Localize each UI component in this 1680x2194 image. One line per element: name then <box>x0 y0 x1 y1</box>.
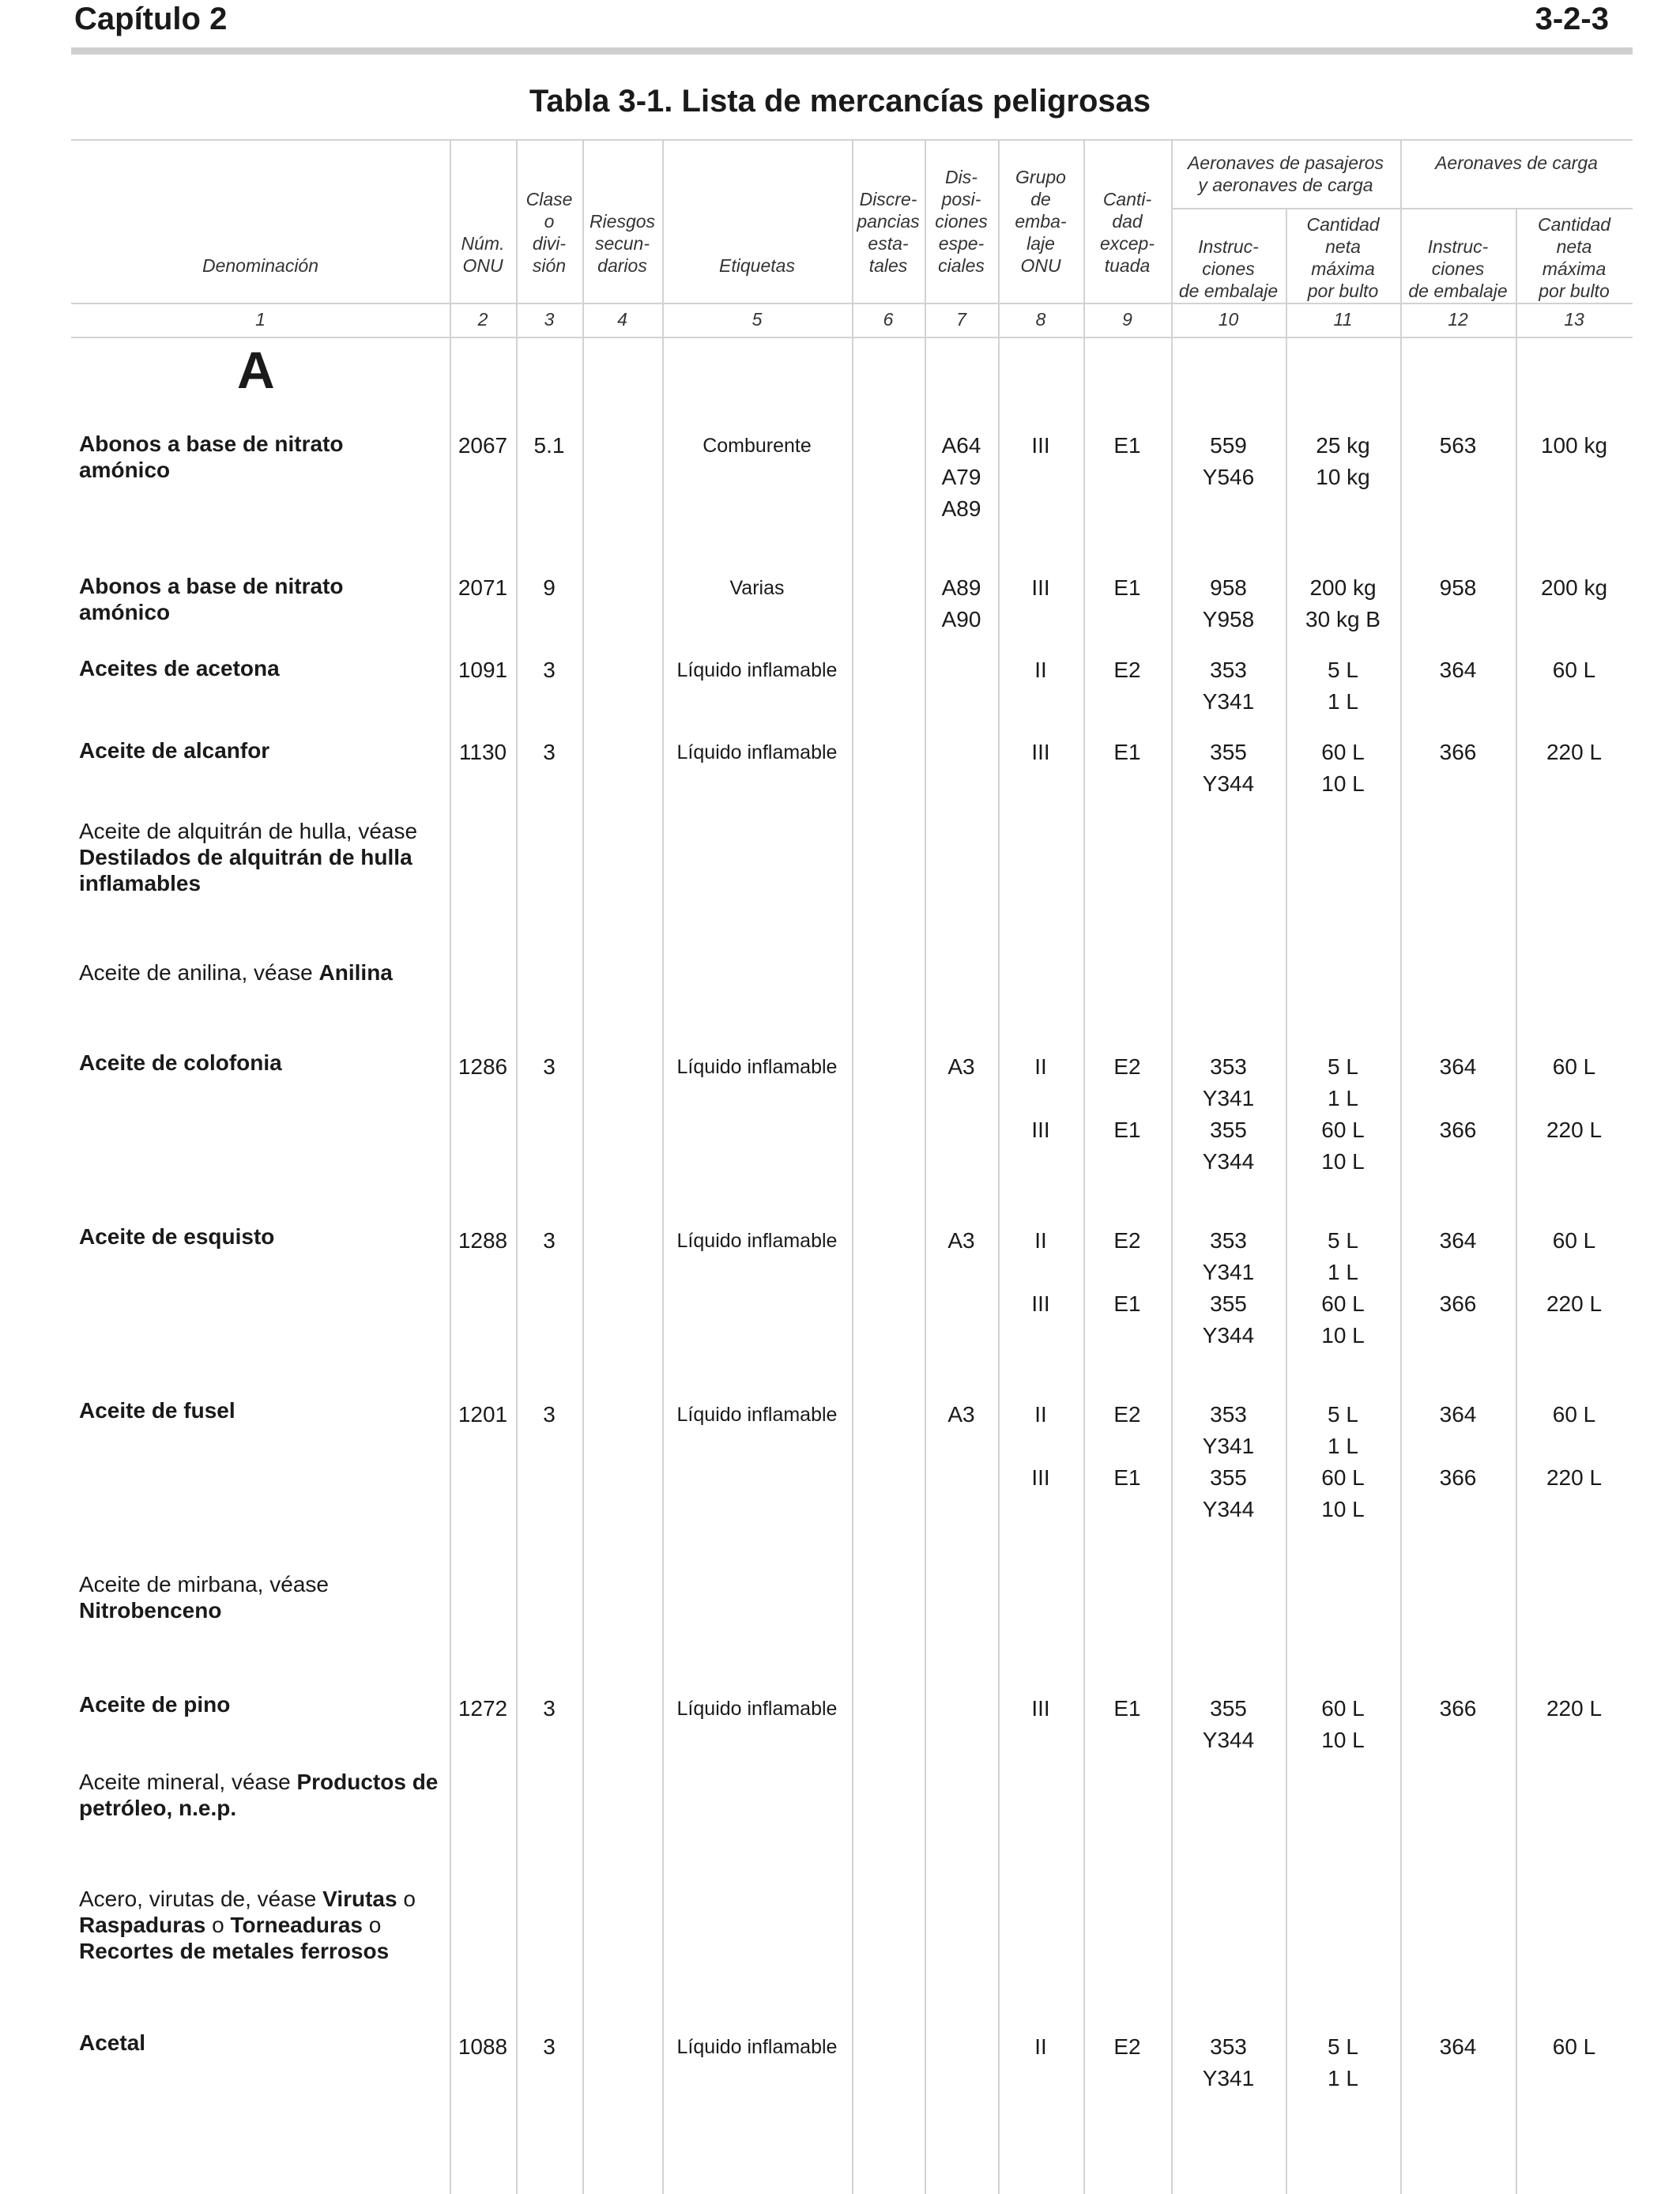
row-cant-pasajeros: 5 L 1 L 60 L 10 L <box>1321 1228 1365 1348</box>
row-instr-pasajeros: 353 Y341 <box>1202 2034 1255 2090</box>
col-group-carga: Aeronaves de carga <box>1435 153 1598 173</box>
cross-reference <box>79 959 450 986</box>
row-label: Líquido inflamable <box>676 2036 838 2058</box>
col-header-cantidad-pasajeros: Cantidad neta máxima por bulto <box>1306 214 1380 301</box>
row-onu: 1088 <box>458 2034 508 2059</box>
row-clase: 3 <box>543 1228 556 1253</box>
row-onu: 1201 <box>458 1402 508 1427</box>
row-cant-carga: 60 L 220 L <box>1546 1402 1603 1490</box>
col-number: 13 <box>1564 309 1584 330</box>
row-instr-pasajeros: 353 Y341 355 Y344 <box>1202 1054 1255 1174</box>
row-cant-pasajeros: 5 L 1 L <box>1328 658 1358 714</box>
row-onu: 1272 <box>458 1696 508 1721</box>
row-onu: 2071 <box>458 575 508 600</box>
row-label: Varias <box>729 577 785 599</box>
col-header-cantidad-exceptuada: Canti- dad excep- tuada <box>1099 189 1155 276</box>
row-label: Líquido inflamable <box>676 741 838 763</box>
row-name: Abonos a base de nitrato amónico <box>79 432 344 482</box>
row-exceptuada: E2 E1 <box>1113 1054 1141 1142</box>
row-grupo: II III <box>1031 1402 1050 1490</box>
row-instr-carga: 364 <box>1439 2034 1477 2059</box>
row-instr-pasajeros: 353 Y341 355 Y344 <box>1202 1402 1255 1521</box>
col-header-grupo: Grupo de emba- laje ONU <box>1015 167 1067 276</box>
col-group-pasajeros: Aeronaves de pasajeros y aeronaves de carga <box>1187 153 1384 195</box>
row-name: Aceites de acetona <box>79 656 280 680</box>
ref-target: Torneaduras <box>230 1913 363 1937</box>
row-label: Líquido inflamable <box>676 659 838 681</box>
ref-text: Aceite mineral, véase <box>79 1770 291 1794</box>
row-grupo: II III <box>1031 1228 1050 1316</box>
cross-reference <box>79 1769 450 1821</box>
ref-text: o <box>403 1887 416 1911</box>
column-divider <box>852 139 853 2194</box>
col-number: 4 <box>617 309 627 330</box>
row-cant-carga: 100 kg <box>1540 433 1608 458</box>
row-exceptuada: E1 <box>1113 1696 1141 1721</box>
row-instr-carga: 366 <box>1439 1696 1477 1721</box>
row-clase: 3 <box>543 1054 556 1079</box>
row-grupo: II <box>1034 658 1047 682</box>
row-instr-pasajeros: 958 Y958 <box>1202 575 1255 631</box>
row-grupo: III <box>1031 740 1050 764</box>
row-disposiciones: A3 <box>947 1228 975 1253</box>
table-title: Tabla 3-1. Lista de mercancías peligrosas <box>529 84 1151 119</box>
row-grupo: II III <box>1031 1054 1050 1142</box>
col-header-clase: Clase o divi- sión <box>525 189 573 276</box>
row-cant-pasajeros: 5 L 1 L <box>1328 2034 1358 2090</box>
ref-text: o <box>212 1913 224 1937</box>
row-grupo: III <box>1031 433 1050 458</box>
row-onu: 1091 <box>458 658 508 682</box>
col-number: 3 <box>544 309 555 330</box>
column-divider <box>1286 208 1287 2194</box>
row-onu: 1288 <box>458 1228 508 1253</box>
ref-target: Anilina <box>318 960 393 985</box>
ref-target: Recortes de metales ferrosos <box>79 1939 390 1963</box>
row-exceptuada: E1 <box>1113 740 1141 764</box>
col-number: 2 <box>477 309 488 330</box>
col-header-discrepancias: Discre- pancias esta- tales <box>857 189 920 276</box>
row-instr-pasajeros: 353 Y341 355 Y344 <box>1202 1228 1255 1348</box>
row-instr-carga: 364 366 <box>1439 1228 1477 1316</box>
chapter-heading: Capítulo 2 <box>74 2 228 36</box>
cross-reference <box>79 1886 450 1964</box>
row-disposiciones: A89 A90 <box>941 575 981 631</box>
row-instr-pasajeros: 559 Y546 <box>1202 433 1255 489</box>
col-number: 8 <box>1035 309 1046 330</box>
col-number: 10 <box>1218 309 1239 330</box>
row-name: Aceite de colofonia <box>79 1050 282 1075</box>
row-grupo: II <box>1034 2034 1047 2059</box>
column-divider <box>1516 208 1517 2194</box>
row-cant-pasajeros: 25 kg 10 kg <box>1316 433 1370 489</box>
row-instr-carga: 563 <box>1439 433 1477 458</box>
ref-target: Raspaduras <box>79 1913 206 1937</box>
section-letter: A <box>237 341 275 399</box>
row-cant-pasajeros: 60 L 10 L <box>1321 740 1365 796</box>
row-label: Líquido inflamable <box>676 1404 838 1426</box>
row-clase: 3 <box>543 1402 556 1427</box>
row-exceptuada: E2 E1 <box>1113 1402 1141 1490</box>
row-cant-carga: 60 L <box>1552 658 1596 682</box>
row-instr-pasajeros: 355 Y344 <box>1202 1696 1255 1752</box>
row-instr-carga: 364 366 <box>1439 1402 1477 1490</box>
col-number: 5 <box>751 309 763 330</box>
col-number: 11 <box>1333 309 1353 330</box>
row-clase: 9 <box>543 575 556 600</box>
row-label: Comburente <box>703 435 812 457</box>
header-rule <box>71 47 1633 55</box>
row-exceptuada: E2 E1 <box>1113 1228 1141 1316</box>
ref-text: Aceite de mirbana, véase <box>79 1572 329 1596</box>
row-clase: 5.1 <box>533 433 565 458</box>
col-number: 9 <box>1122 309 1132 330</box>
ref-text: Aceite de anilina, véase <box>79 960 313 985</box>
row-exceptuada: E2 <box>1113 658 1141 682</box>
row-clase: 3 <box>543 2034 556 2059</box>
cross-reference <box>79 818 450 896</box>
row-cant-carga: 220 L <box>1546 1696 1603 1721</box>
row-name: Aceite de alcanfor <box>79 738 270 763</box>
row-disposiciones: A3 <box>947 1402 975 1427</box>
row-exceptuada: E1 <box>1113 433 1141 458</box>
page-number: 3-2-3 <box>1535 2 1609 36</box>
ref-target: Productos de petróleo, n.e.p. <box>79 1770 439 1820</box>
row-onu: 2067 <box>458 433 508 458</box>
row-instr-pasajeros: 355 Y344 <box>1202 740 1255 796</box>
row-name: Acetal <box>79 2030 146 2055</box>
ref-text: Aceite de alquitrán de hulla, véase <box>79 819 418 843</box>
ref-target: Nitrobenceno <box>79 1598 222 1623</box>
row-onu: 1130 <box>458 740 507 764</box>
col-header-denominacion: Denominación <box>202 255 319 276</box>
cross-reference <box>79 1571 450 1623</box>
row-instr-carga: 364 366 <box>1439 1054 1477 1142</box>
ref-target: Destilados de alquitrán de hulla inflamables <box>79 845 412 895</box>
col-number: 12 <box>1448 309 1468 330</box>
row-label: Líquido inflamable <box>676 1230 838 1252</box>
col-header-disposiciones: Dis- posi- ciones espe- ciales <box>935 167 988 276</box>
col-number: 7 <box>956 309 966 330</box>
row-cant-carga: 60 L <box>1552 2034 1596 2059</box>
row-label: Líquido inflamable <box>676 1056 838 1078</box>
col-header-instrucciones-pasajeros: Instruc- ciones de embalaje <box>1178 236 1279 301</box>
row-cant-carga: 60 L 220 L <box>1546 1228 1603 1316</box>
row-cant-pasajeros: 5 L 1 L 60 L 10 L <box>1321 1054 1365 1174</box>
row-instr-carga: 958 <box>1439 575 1477 600</box>
row-disposiciones: A64 A79 A89 <box>941 433 981 521</box>
row-grupo: III <box>1031 575 1050 600</box>
row-instr-pasajeros: 353 Y341 <box>1202 658 1255 714</box>
row-clase: 3 <box>543 740 556 764</box>
row-exceptuada: E1 <box>1113 575 1141 600</box>
row-cant-pasajeros: 200 kg 30 kg B <box>1305 575 1381 631</box>
row-clase: 3 <box>543 658 556 682</box>
col-header-cantidad-carga: Cantidad neta máxima por bulto <box>1537 214 1611 301</box>
row-instr-carga: 366 <box>1439 740 1477 764</box>
col-header-etiquetas: Etiquetas <box>719 255 795 276</box>
row-cant-carga: 220 L <box>1546 740 1603 764</box>
row-cant-pasajeros: 60 L 10 L <box>1321 1696 1365 1752</box>
row-exceptuada: E2 <box>1113 2034 1141 2059</box>
col-number: 6 <box>883 309 894 330</box>
row-label: Líquido inflamable <box>676 1698 838 1720</box>
row-name: Aceite de pino <box>79 1692 231 1717</box>
col-header-instrucciones-carga: Instruc- ciones de embalaje <box>1408 236 1508 301</box>
row-clase: 3 <box>543 1696 556 1721</box>
rule-group-sub <box>1171 208 1633 209</box>
ref-target: Virutas <box>322 1887 397 1911</box>
col-number: 1 <box>255 309 266 330</box>
ref-text: Acero, virutas de, véase <box>79 1887 317 1911</box>
row-instr-carga: 364 <box>1439 658 1477 682</box>
row-cant-pasajeros: 5 L 1 L 60 L 10 L <box>1321 1402 1365 1521</box>
row-name: Aceite de esquisto <box>79 1224 275 1249</box>
col-header-onu: Núm. ONU <box>461 233 505 276</box>
ref-text: o <box>368 1913 382 1937</box>
row-name: Abonos a base de nitrato amónico <box>79 574 344 624</box>
col-header-riesgos: Riesgos secun- darios <box>589 211 656 276</box>
row-cant-carga: 200 kg <box>1540 575 1608 600</box>
row-cant-carga: 60 L 220 L <box>1546 1054 1603 1142</box>
row-onu: 1286 <box>458 1054 508 1079</box>
column-divider <box>582 139 584 2194</box>
row-disposiciones: A3 <box>947 1054 975 1079</box>
row-grupo: III <box>1031 1696 1050 1721</box>
row-name: Aceite de fusel <box>79 1398 235 1423</box>
